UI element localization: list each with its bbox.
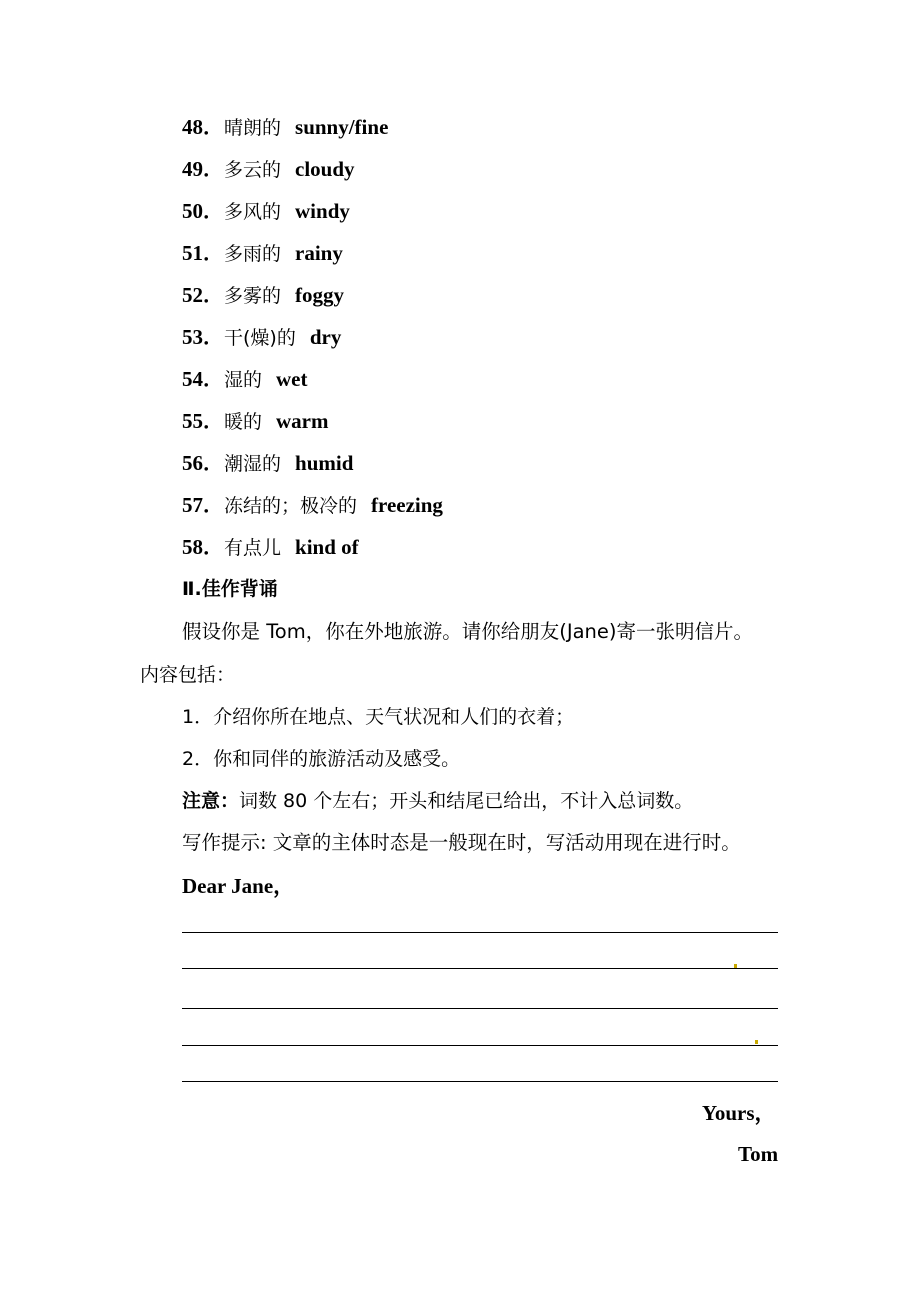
vocab-item (182, 408, 329, 435)
vocab-chinese: 多雨的 (224, 243, 282, 265)
writing-line[interactable] (182, 932, 778, 933)
vocab-english: warm (276, 409, 329, 433)
writing-line[interactable] (182, 968, 778, 969)
writing-tip: 写作提示: 文章的主体时态是一般现在时，写活动用现在进行时。 (182, 831, 741, 854)
prompt-point-2: 2．你和同伴的旅游活动及感受。 (182, 748, 461, 770)
note-label: 注意： (182, 790, 240, 812)
vocab-english: dry (309, 325, 342, 349)
vocab-item (182, 366, 308, 393)
vocab-chinese: 干(燥)的 (224, 327, 296, 349)
vocab-chinese: 湿的 (224, 369, 263, 391)
vocab-item (182, 534, 359, 561)
vocab-item (182, 324, 341, 351)
vocab-item (182, 114, 388, 141)
vocab-english: wet (276, 367, 308, 391)
vocab-item (182, 156, 355, 183)
vocab-number: 56． (182, 451, 224, 475)
prompt-line-2: 内容包括： (140, 664, 236, 686)
note-line (182, 788, 693, 814)
vocab-english: sunny/fine (295, 115, 389, 139)
vocab-item (182, 240, 343, 267)
vocab-english: cloudy (295, 157, 355, 181)
vocab-item (182, 450, 353, 477)
vocab-item (182, 282, 344, 309)
vocab-number: 54． (182, 367, 224, 391)
vocab-chinese: 有点儿 (224, 537, 282, 559)
vocab-english: humid (295, 451, 354, 475)
vocab-chinese: 多雾的 (224, 285, 282, 307)
vocab-number: 53． (182, 325, 224, 349)
prompt-line-1: 假设你是 Tom，你在外地旅游。请你给朋友(Jane)寄一张明信片。 (182, 620, 753, 643)
vocab-english: windy (295, 199, 350, 223)
vocab-english: freezing (371, 493, 443, 517)
vocab-chinese: 暖的 (224, 411, 263, 433)
vocab-number: 48． (182, 115, 224, 139)
vocab-chinese: 多云的 (224, 159, 282, 181)
vocab-item (182, 198, 350, 225)
vocab-english: kind of (295, 535, 359, 559)
vocab-number: 50． (182, 199, 224, 223)
writing-line[interactable] (182, 1081, 778, 1082)
vocab-number: 52． (182, 283, 224, 307)
vocab-chinese: 冻结的；极冷的 (224, 495, 358, 517)
section-heading: Ⅱ.佳作背诵 (182, 578, 278, 600)
vocab-number: 58． (182, 535, 224, 559)
vocab-chinese: 晴朗的 (224, 117, 282, 139)
vocab-chinese: 潮湿的 (224, 453, 282, 475)
note-text: 词数 80 个左右；开头和结尾已给出，不计入总词数。 (239, 790, 694, 812)
vocab-number: 57． (182, 493, 224, 517)
vocab-item (182, 492, 443, 519)
writing-line[interactable] (182, 1045, 778, 1046)
vocab-chinese: 多风的 (224, 201, 282, 223)
vocab-english: foggy (295, 283, 345, 307)
vocab-number: 55． (182, 409, 224, 433)
ink-speck (734, 964, 737, 968)
vocab-number: 49． (182, 157, 224, 181)
letter-closing: Yours， (702, 1101, 776, 1125)
writing-line[interactable] (182, 1008, 778, 1009)
letter-signature: Tom (738, 1142, 779, 1166)
ink-speck (755, 1040, 758, 1044)
vocab-number: 51． (182, 241, 224, 265)
prompt-point-1: 1．介绍你所在地点、天气状况和人们的衣着； (182, 706, 575, 728)
letter-greeting: Dear Jane， (182, 874, 295, 898)
vocab-english: rainy (295, 241, 343, 265)
